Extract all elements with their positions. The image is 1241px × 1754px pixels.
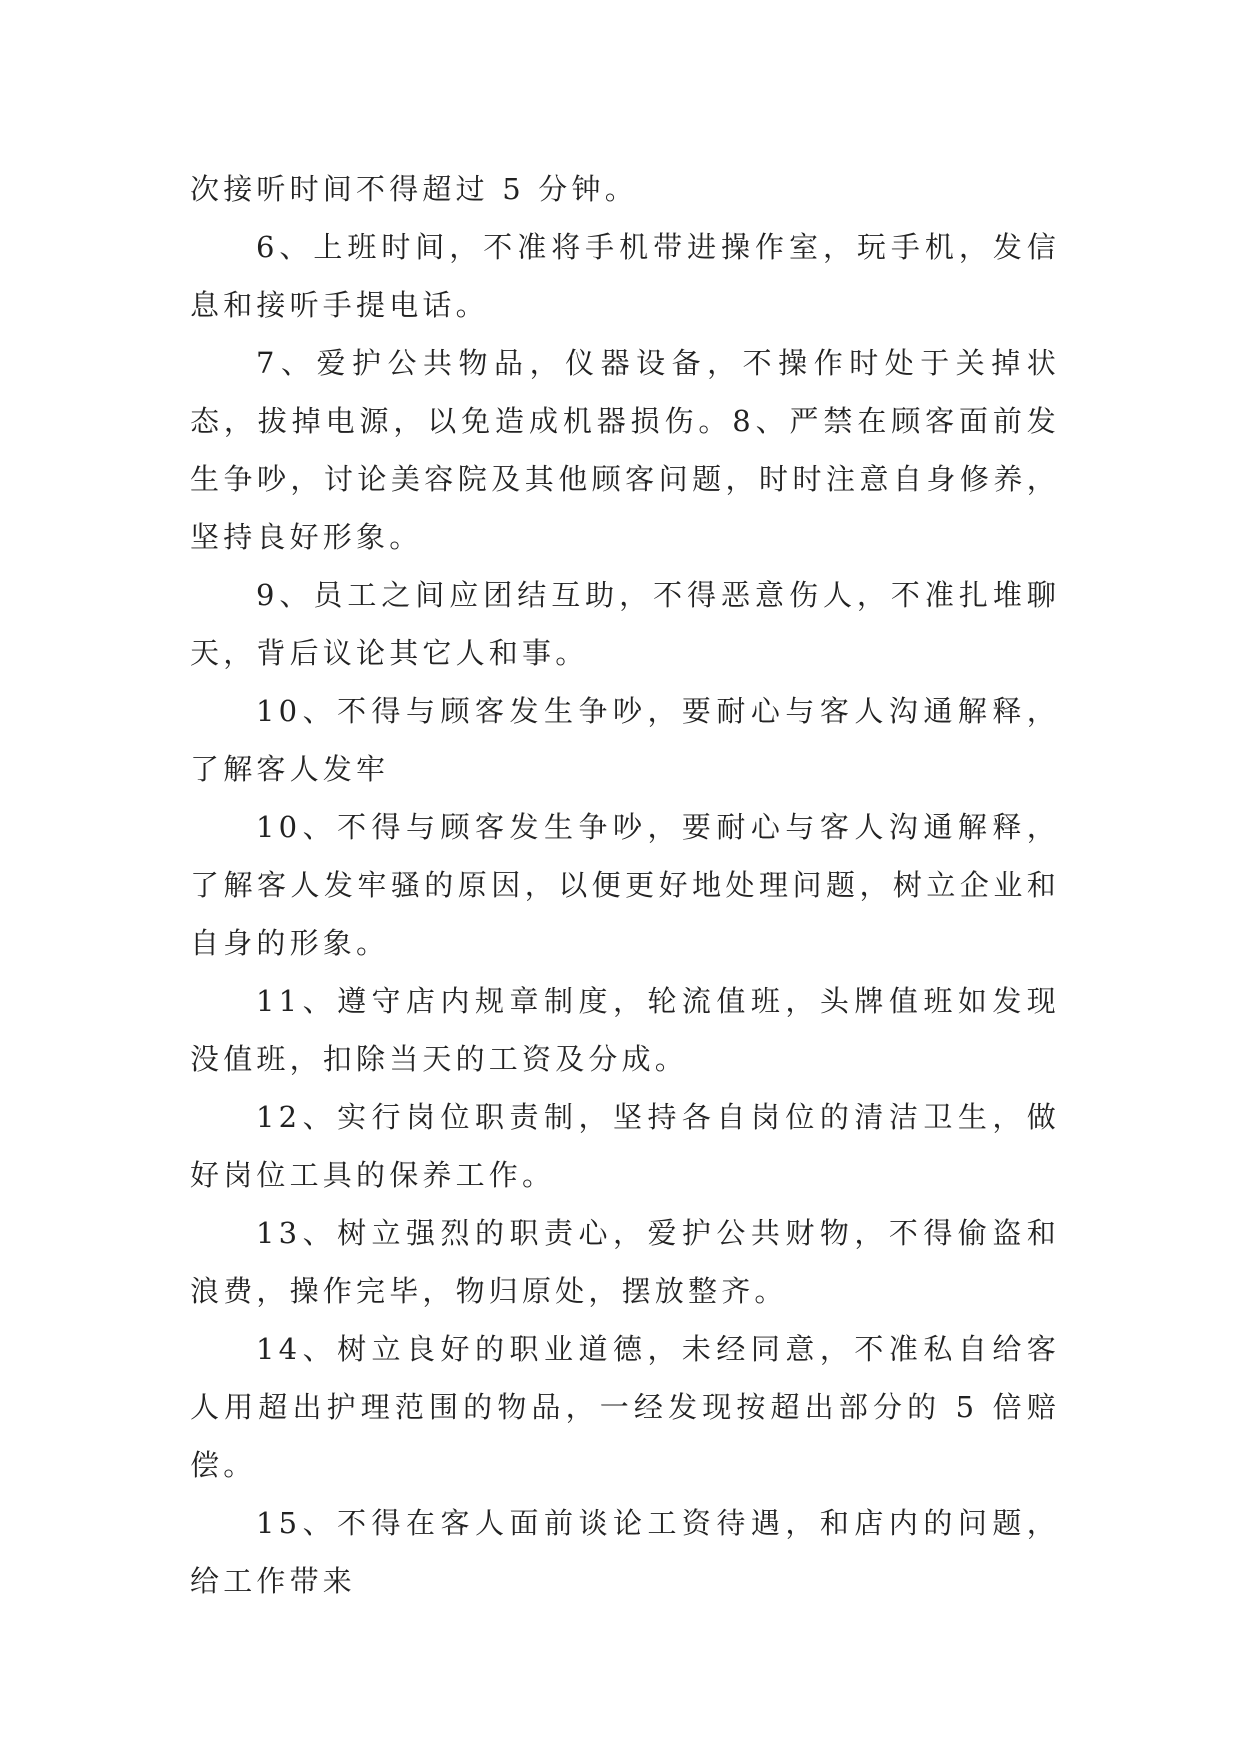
document-body: [190, 160, 1060, 1610]
paragraph-rule-6: 6、上班时间，不准将手机带进操作室，玩手机，发信息和接听手提电话。: [190, 230, 1060, 322]
paragraph-rule-10: 10、不得与顾客发生争吵，要耐心与客人沟通解释，了解客人发牢骚的原因，以便更好地处理问题，树立企业和自身的形象。: [190, 810, 1060, 960]
paragraph-rule-12: 12、实行岗位职责制，坚持各自岗位的清洁卫生，做好岗位工具的保养工作。: [190, 1100, 1060, 1192]
paragraph-rule-9: 9、员工之间应团结互助，不得恶意伤人，不准扎堆聊天，背后议论其它人和事。: [190, 578, 1060, 670]
paragraph-rule-15: 15、不得在客人面前谈论工资待遇，和店内的问题，给工作带来: [190, 1506, 1060, 1598]
paragraph-continuation: 次接听时间不得超过 5 分钟。: [190, 172, 638, 206]
paragraph-rule-7-8: 7、爱护公共物品，仪器设备，不操作时处于关掉状态，拔掉电源，以免造成机器损伤。8、严禁在顾客面前发生争吵，讨论美容院及其他顾客问题，时时注意自身修养，坚持良好形象。: [190, 346, 1060, 554]
paragraph-rule-13: 13、树立强烈的职责心，爱护公共财物，不得偷盗和浪费，操作完毕，物归原处，摆放整齐。: [190, 1216, 1060, 1308]
paragraph-rule-14: 14、树立良好的职业道德，未经同意，不准私自给客人用超出护理范围的物品，一经发现按超出部分的 5 倍赔偿。: [190, 1332, 1060, 1482]
paragraph-rule-10-fragment: 10、不得与顾客发生争吵，要耐心与客人沟通解释，了解客人发牢: [190, 694, 1060, 786]
paragraph-rule-11: 11、遵守店内规章制度，轮流值班，头牌值班如发现没值班，扣除当天的工资及分成。: [190, 984, 1060, 1076]
